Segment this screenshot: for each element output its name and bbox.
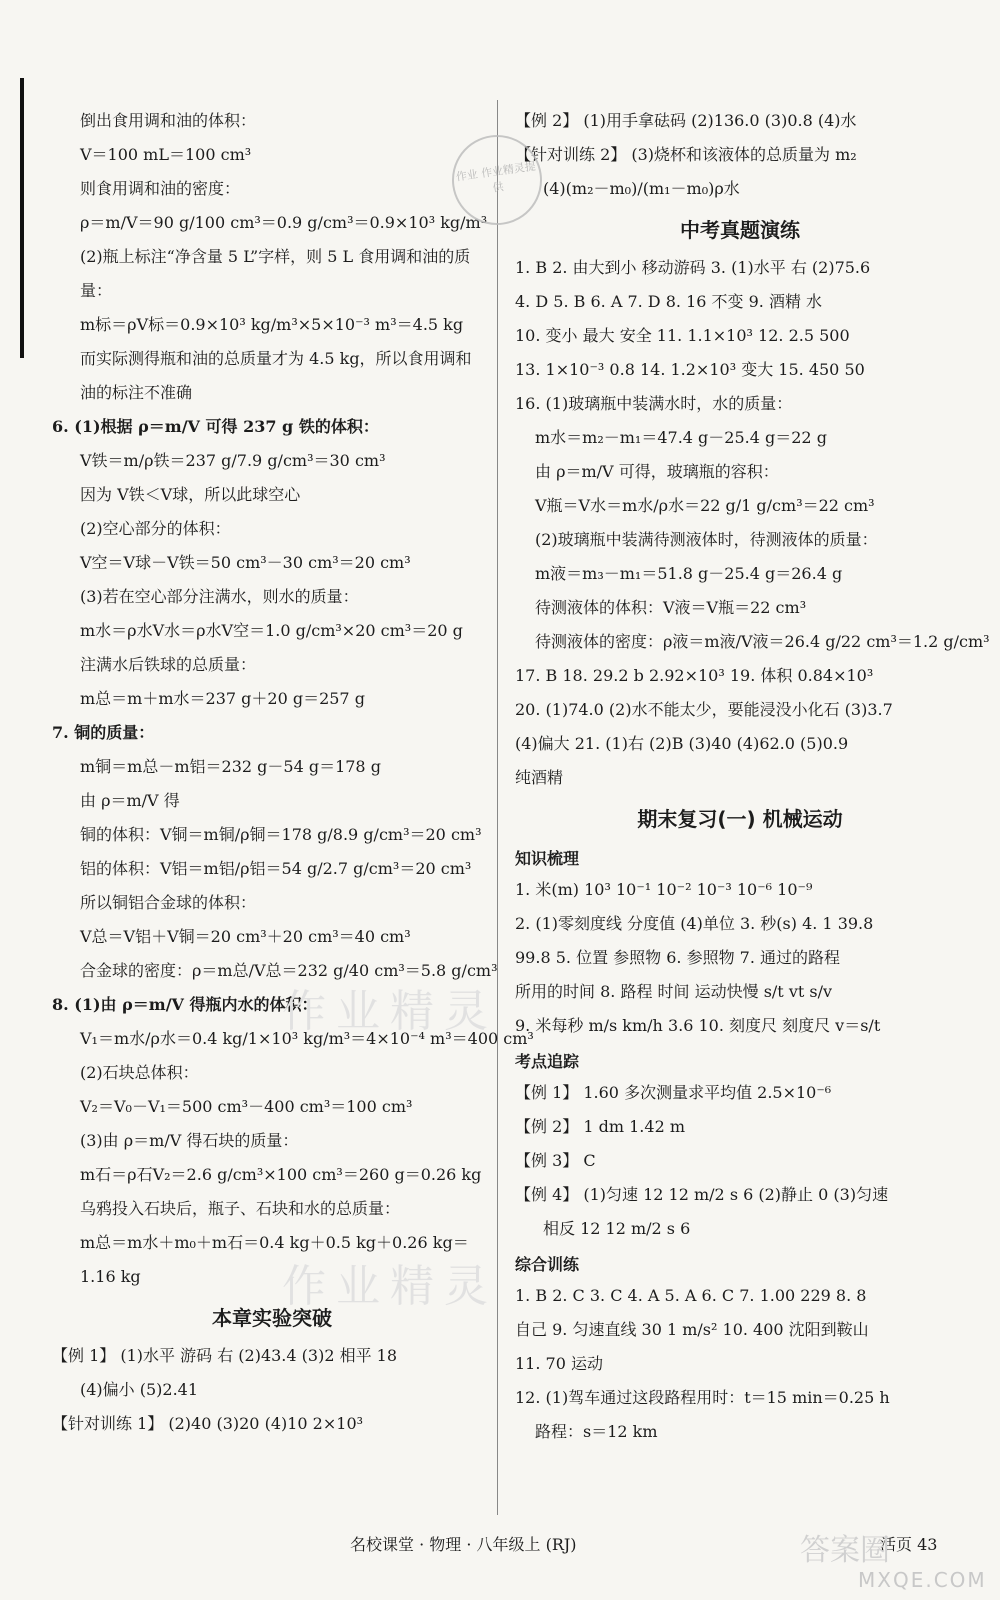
answer-line: 油的标注不准确 — [80, 383, 193, 402]
answer-line: (2)瓶上标注“净含量 5 L”字样，则 5 L 食用调和油的质 — [80, 247, 471, 266]
answer-line: 相反 12 12 m/2 s 6 — [543, 1219, 691, 1238]
answer-line: 铜的体积：V铜＝m铜/ρ铜＝178 g/8.9 g/cm³＝20 cm³ — [80, 825, 482, 844]
section-heading: 本章实验突破 — [212, 1306, 332, 1330]
subsection-heading: 综合训练 — [515, 1255, 580, 1274]
answer-line: 路程：s＝12 km — [535, 1422, 658, 1441]
section-heading: 期末复习(一) 机械运动 — [637, 807, 843, 831]
answer-line: (4)偏小 (5)2.41 — [80, 1380, 199, 1399]
answer-line: 所用的时间 8. 路程 时间 运动快慢 s/t vt s/v — [515, 982, 833, 1001]
answer-line: 【例 3】 C — [515, 1151, 596, 1170]
answer-line: m标＝ρV标＝0.9×10³ kg/m³×5×10⁻³ m³＝4.5 kg — [80, 315, 464, 334]
answer-line: m铜＝m总－m铝＝232 g－54 g＝178 g — [80, 757, 381, 776]
answer-line: m水＝m₂－m₁＝47.4 g－25.4 g＝22 g — [535, 428, 827, 447]
answer-line: 纯酒精 — [515, 768, 564, 787]
answer-line: 量： — [80, 281, 113, 300]
answer-line: 而实际测得瓶和油的总质量才为 4.5 kg，所以食用调和 — [80, 349, 472, 368]
answer-line: 8. (1)由 ρ＝m/V 得瓶内水的体积： — [52, 995, 318, 1014]
answer-line: V₂＝V₀－V₁＝500 cm³－400 cm³＝100 cm³ — [80, 1097, 413, 1116]
answer-line: 自己 9. 匀速直线 30 1 m/s² 10. 400 沈阳到鞍山 — [515, 1320, 869, 1339]
answer-line: 7. 铜的质量： — [52, 723, 155, 742]
answer-line: 待测液体的密度：ρ液＝m液/V液＝26.4 g/22 cm³＝1.2 g/cm³ — [535, 632, 990, 651]
answer-line: 【例 1】 1.60 多次测量求平均值 2.5×10⁻⁶ — [515, 1083, 832, 1102]
answer-line: V铁＝m/ρ铁＝237 g/7.9 g/cm³＝30 cm³ — [80, 451, 386, 470]
page-number: 活页 43 — [880, 1535, 938, 1554]
answer-line: 1. B 2. C 3. C 4. A 5. A 6. C 7. 1.00 229 8. 8 — [515, 1286, 867, 1305]
answer-line: (2)玻璃瓶中装满待测液体时，待测液体的质量： — [535, 530, 878, 549]
answer-line: m石＝ρ石V₂＝2.6 g/cm³×100 cm³＝260 g＝0.26 kg — [80, 1165, 482, 1184]
answer-line: 【例 1】 (1)水平 游码 右 (2)43.4 (3)2 相平 18 — [52, 1346, 398, 1365]
answer-line: V总＝V铝＋V铜＝20 cm³＋20 cm³＝40 cm³ — [80, 927, 411, 946]
answer-line: 20. (1)74.0 (2)水不能太少，要能浸没小化石 (3)3.7 — [515, 700, 893, 719]
answer-line: V₁＝m水/ρ水＝0.4 kg/1×10³ kg/m³＝4×10⁻⁴ m³＝400 cm³ — [80, 1029, 534, 1048]
answer-line: ρ＝m/V＝90 g/100 cm³＝0.9 g/cm³＝0.9×10³ kg/m³ — [80, 213, 488, 232]
answer-line: 由 ρ＝m/V 可得，玻璃瓶的容积： — [535, 462, 779, 481]
binding-edge-bar — [20, 78, 24, 358]
answer-line: 铝的体积：V铝＝m铝/ρ铝＝54 g/2.7 g/cm³＝20 cm³ — [80, 859, 472, 878]
answer-line: 2. (1)零刻度线 分度值 (4)单位 3. 秒(s) 4. 1 39.8 — [515, 914, 874, 933]
watermark-seal: 作业 作业精灵提供 — [446, 129, 548, 231]
answer-line: 合金球的密度：ρ＝m总/V总＝232 g/40 cm³＝5.8 g/cm³ — [80, 961, 498, 980]
answer-line: 13. 1×10⁻³ 0.8 14. 1.2×10³ 变大 15. 450 50 — [515, 360, 865, 379]
answer-line: 99.8 5. 位置 参照物 6. 参照物 7. 通过的路程 — [515, 948, 841, 967]
answer-line: V＝100 mL＝100 cm³ — [80, 145, 252, 164]
answer-line: 因为 V铁＜V球，所以此球空心 — [80, 485, 301, 504]
answer-line: 倒出食用调和油的体积： — [80, 111, 257, 130]
answer-line: 待测液体的体积：V液＝V瓶＝22 cm³ — [535, 598, 807, 617]
answer-line: 9. 米每秒 m/s km/h 3.6 10. 刻度尺 刻度尺 v＝s/t — [515, 1016, 881, 1035]
answer-line: 10. 变小 最大 安全 11. 1.1×10³ 12. 2.5 500 — [515, 326, 850, 345]
answer-line: (4)偏大 21. (1)右 (2)B (3)40 (4)62.0 (5)0.9 — [515, 734, 849, 753]
watermark-text-2: 作业精灵 — [282, 1261, 498, 1312]
subsection-heading: 考点追踪 — [515, 1052, 580, 1071]
watermark-site: MXQE.COM — [858, 1568, 987, 1592]
watermark-logo: 答案圈 — [800, 1533, 890, 1568]
section-heading: 中考真题演练 — [680, 218, 800, 242]
answer-line: 17. B 18. 29.2 b 2.92×10³ 19. 体积 0.84×10³ — [515, 666, 874, 685]
answer-line: (4)(m₂－m₀)/(m₁－m₀)ρ水 — [543, 179, 740, 198]
answer-line: 4. D 5. B 6. A 7. D 8. 16 不变 9. 酒精 水 — [515, 292, 823, 311]
answer-line: m总＝m水＋m₀＋m石＝0.4 kg＋0.5 kg＋0.26 kg＝ — [80, 1233, 469, 1252]
subsection-heading: 知识梳理 — [515, 849, 580, 868]
answer-line: 1. B 2. 由大到小 移动游码 3. (1)水平 右 (2)75.6 — [515, 258, 871, 277]
answer-line: 6. (1)根据 ρ＝m/V 可得 237 g 铁的体积： — [52, 417, 379, 436]
answer-line: 所以铜铝合金球的体积： — [80, 893, 257, 912]
watermark-text: 作业精灵 — [282, 986, 498, 1037]
answer-line: (3)由 ρ＝m/V 得石块的质量： — [80, 1131, 299, 1150]
answer-line: 16. (1)玻璃瓶中装满水时，水的质量： — [515, 394, 793, 413]
answer-line: 【针对训练 1】 (2)40 (3)20 (4)10 2×10³ — [52, 1414, 364, 1433]
answer-line: 【例 4】 (1)匀速 12 12 m/2 s 6 (2)静止 0 (3)匀速 — [515, 1185, 889, 1204]
answer-line: (3)若在空心部分注满水，则水的质量： — [80, 587, 359, 606]
answer-line: V空＝V球－V铁＝50 cm³－30 cm³＝20 cm³ — [80, 553, 411, 572]
answer-line: m总＝m＋m水＝237 g＋20 g＝257 g — [80, 689, 365, 708]
answer-line: 11. 70 运动 — [515, 1354, 603, 1373]
answer-line: (2)石块总体积： — [80, 1063, 199, 1082]
answer-line: 【例 2】 (1)用手拿砝码 (2)136.0 (3)0.8 (4)水 — [515, 111, 857, 130]
answer-line: (2)空心部分的体积： — [80, 519, 231, 538]
answer-line: 乌鸦投入石块后，瓶子、石块和水的总质量： — [80, 1199, 401, 1218]
answer-line: 【针对训练 2】 (3)烧杯和该液体的总质量为 m₂ — [515, 145, 857, 164]
answer-line: 1.16 kg — [80, 1267, 141, 1286]
footer-title: 名校课堂 · 物理 · 八年级上 (RJ) — [350, 1535, 577, 1554]
answer-line: 则食用调和油的密度： — [80, 179, 241, 198]
answer-line: m水＝ρ水V水＝ρ水V空＝1.0 g/cm³×20 cm³＝20 g — [80, 621, 463, 640]
answer-line: V瓶＝V水＝m水/ρ水＝22 g/1 g/cm³＝22 cm³ — [535, 496, 875, 515]
answer-line: 1. 米(m) 10³ 10⁻¹ 10⁻² 10⁻³ 10⁻⁶ 10⁻⁹ — [515, 880, 813, 899]
answer-line: 注满水后铁球的总质量： — [80, 655, 257, 674]
right-column — [515, 110, 990, 1455]
answer-line: m液＝m₃－m₁＝51.8 g－25.4 g＝26.4 g — [535, 564, 843, 583]
answer-line: 由 ρ＝m/V 得 — [80, 791, 180, 810]
answer-line: 【例 2】 1 dm 1.42 m — [515, 1117, 686, 1136]
answer-line: 12. (1)驾车通过这段路程用时：t＝15 min＝0.25 h — [515, 1388, 890, 1407]
